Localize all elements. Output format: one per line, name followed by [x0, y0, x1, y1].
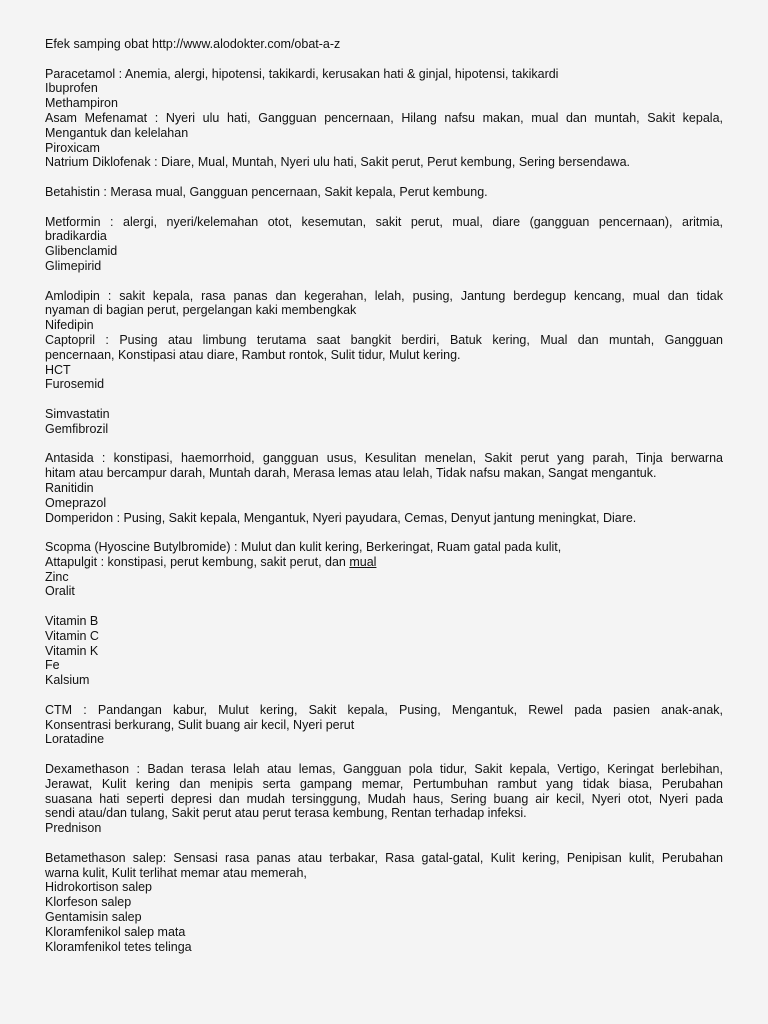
entry-attapulgit-text: Attapulgit : konstipasi, perut kembung, sakit perut, dan: [45, 554, 350, 569]
entry-zinc: Zinc: [45, 569, 69, 584]
entry-antasida-line-2: hitam atau bercampur darah, Muntah darah, Merasa lemas atau lelah, Tidak nafsu makan, Sangat mengantuk.: [45, 466, 657, 481]
entry-captopril-line-2: pencernaan, Konstipasi atau diare, Rambut rontok, Sulit tidur, Mulut kering.: [45, 347, 461, 362]
entry-kalsium: Kalsium: [45, 673, 90, 688]
entry-betahistin: Betahistin : Merasa mual, Gangguan pencernaan, Sakit kepala, Perut kembung.: [45, 184, 488, 199]
entry-asam-mefenamat-line-1: Asam Mefenamat : Nyeri ulu hati, Gangguan pencernaan, Hilang nafsu makan, mual dan muntah, Sakit kepala,: [45, 110, 723, 125]
spacer: [45, 170, 723, 185]
spacer: [45, 392, 723, 407]
entry-vitamin-b: Vitamin B: [45, 614, 99, 629]
entry-vitamin-k: Vitamin K: [45, 643, 99, 658]
entry-asam-mefenamat-line-2: Mengantuk dan kelelahan: [45, 125, 189, 140]
entry-ibuprofen: Ibuprofen: [45, 81, 98, 96]
spacer: [45, 200, 723, 215]
entry-metformin-line-1: Metformin : alergi, nyeri/kelemahan otot, kesemutan, sakit perut, mual, diare (gangguan pencernaan), aritmia,: [45, 214, 723, 229]
entry-gemfibrozil: Gemfibrozil: [45, 421, 109, 436]
entry-klorfeson: Klorfeson salep: [45, 895, 132, 910]
spacer: [45, 836, 723, 851]
entry-glimepirid: Glimepirid: [45, 258, 102, 273]
entry-ctm-line-1: CTM : Pandangan kabur, Mulut kering, Sakit kepala, Pusing, Mengantuk, Rewel pada pasien anak-anak,: [45, 702, 723, 717]
entry-simvastatin: Simvastatin: [45, 406, 110, 421]
entry-scopma: Scopma (Hyoscine Butylbromide) : Mulut dan kulit kering, Berkeringat, Ruam gatal pada kulit,: [45, 540, 562, 555]
entry-glibenclamid: Glibenclamid: [45, 244, 118, 259]
entry-vitamin-c: Vitamin C: [45, 628, 99, 643]
entry-domperidon: Domperidon : Pusing, Sakit kepala, Mengantuk, Nyeri payudara, Cemas, Denyut jantung meningkat, Diare.: [45, 510, 637, 525]
document-title: Efek samping obat http://www.alodokter.com/obat-a-z: [45, 37, 341, 51]
entry-ctm-line-2: Konsentrasi berkurang, Sulit buang air kecil, Nyeri perut: [45, 717, 355, 732]
spacer: [45, 599, 723, 614]
entry-kloramfenikol-tetes-telinga: Kloramfenikol tetes telinga: [45, 939, 192, 954]
entry-metformin-line-2: bradikardia: [45, 229, 107, 244]
spacer: [45, 437, 723, 452]
entry-gentamisin: Gentamisin salep: [45, 910, 142, 925]
entry-furosemid: Furosemid: [45, 377, 105, 392]
entry-betamethason-line-2: warna kulit, Kulit terlihat memar atau memerah,: [45, 865, 307, 880]
entry-piroxicam: Piroxicam: [45, 140, 100, 155]
entry-captopril-line-1: Captopril : Pusing atau limbung terutama saat bangkit berdiri, Batuk kering, Mual dan muntah, Gangguan: [45, 332, 723, 347]
entry-attapulgit: [45, 555, 723, 570]
entry-amlodipin-line-2: nyaman di bagian perut, pergelangan kaki membengkak: [45, 303, 357, 318]
entry-fe: Fe: [45, 658, 60, 673]
mual-link[interactable]: mual: [349, 554, 377, 569]
entry-oralit: Oralit: [45, 584, 75, 599]
entry-dexamethason-line-2: Jerawat, Kulit kering dan menipis serta gampang memar, Pertumbuhan rambut yang tidak biasa, Perubahan: [45, 776, 723, 791]
spacer: [45, 747, 723, 762]
spacer: [45, 688, 723, 703]
spacer: [45, 525, 723, 540]
entry-dexamethason-line-3: suasana hati seperti depresi dan mudah tersinggung, Mudah haus, Sering buang air kecil, Nyeri otot, Nyeri pada: [45, 791, 723, 806]
entry-ranitidin: Ranitidin: [45, 480, 94, 495]
entry-amlodipin-line-1: Amlodipin : sakit kepala, rasa panas dan kegerahan, lelah, pusing, Jantung berdegup kencang, mual dan tidak: [45, 288, 723, 303]
entry-omeprazol: Omeprazol: [45, 495, 107, 510]
entry-prednison: Prednison: [45, 821, 102, 836]
entry-methampiron: Methampiron: [45, 96, 118, 111]
entry-betamethason-line-1: Betamethason salep: Sensasi rasa panas atau terbakar, Rasa gatal-gatal, Kulit kering, Penipisan kulit, Perubahan: [45, 850, 723, 865]
entry-loratadine: Loratadine: [45, 732, 105, 747]
entry-nifedipin: Nifedipin: [45, 318, 94, 333]
entry-paracetamol: Paracetamol : Anemia, alergi, hipotensi, takikardi, kerusakan hati & ginjal, hipotensi, takikardi: [45, 66, 559, 81]
entry-hct: HCT: [45, 362, 71, 377]
entry-natrium-diklofenak: Natrium Diklofenak : Diare, Mual, Muntah, Nyeri ulu hati, Sakit perut, Perut kembung, Sering bersendawa.: [45, 155, 630, 170]
entry-antasida-line-1: Antasida : konstipasi, haemorrhoid, gangguan usus, Kesulitan menelan, Sakit perut yang parah, Tinja berwarna: [45, 451, 723, 466]
spacer: [45, 274, 723, 289]
entry-dexamethason-line-4: sendi atau/dan tulang, Sakit perut atau perut terasa kembung, Rentan terhadap infeksi.: [45, 806, 527, 821]
spacer: [45, 52, 723, 67]
entry-kloramfenikol-salep-mata: Kloramfenikol salep mata: [45, 924, 186, 939]
entry-hidrokortison: Hidrokortison salep: [45, 880, 152, 895]
entry-dexamethason-line-1: Dexamethason : Badan terasa lelah atau lemas, Gangguan pola tidur, Sakit kepala, Vertigo, Keringat berlebihan,: [45, 762, 723, 777]
